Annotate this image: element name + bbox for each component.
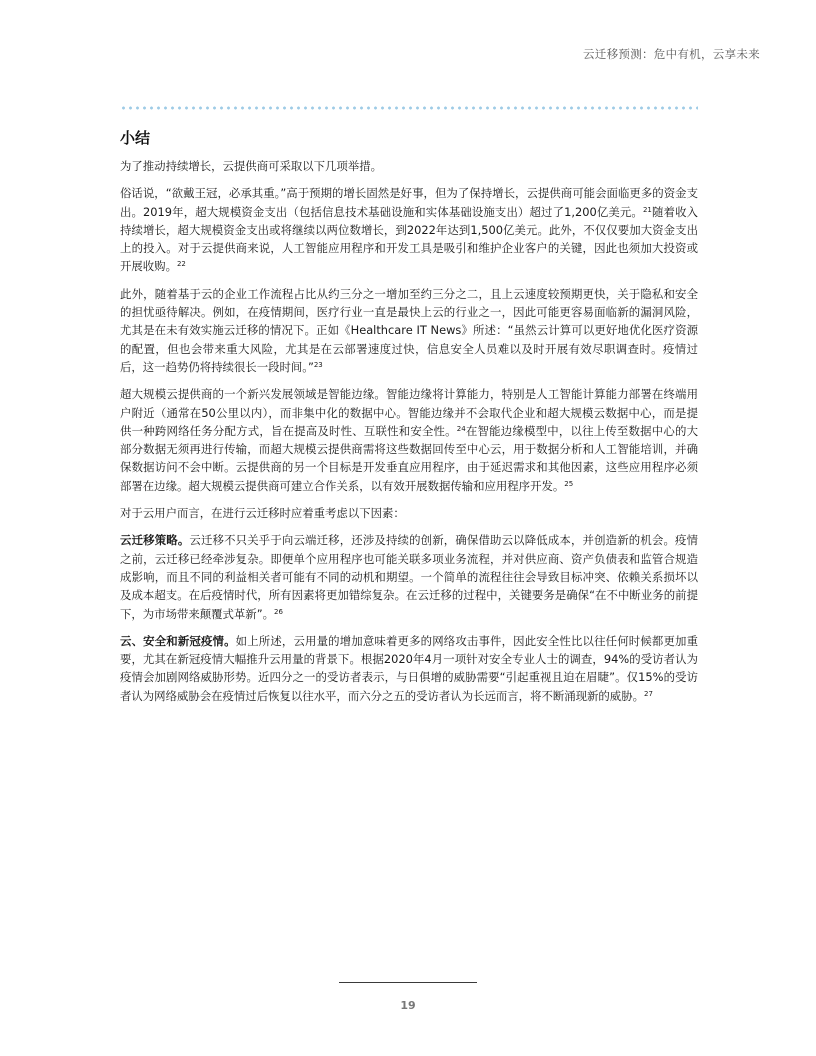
footnote-ref[interactable]: 22 bbox=[176, 260, 186, 269]
paragraph-text: 超大规模云提供商的一个新兴发展领域是智能边缘。智能边缘将计算能力，特别是人工智能计算能力部署在终端用户附近（通常在50公里以内），而非集中化的数据中心。智能边缘并不会取代企业和超大规模云数据中心，而是提供一种跨网络任务分配方式，旨在提高及时性、互联性和安全性。 bbox=[120, 387, 698, 438]
paragraph-lead: 云迁移策略。 bbox=[120, 533, 190, 548]
paragraph-edge bbox=[120, 385, 698, 495]
running-header: 云迁移预测：危中有机，云享未来 bbox=[583, 47, 760, 61]
footnote-ref[interactable]: 26 bbox=[273, 607, 283, 616]
footnote-ref[interactable]: 23 bbox=[313, 360, 323, 369]
page-number: 19 bbox=[400, 999, 416, 1012]
paragraph-text: 云迁移不只关乎于向云端迁移，还涉及持续的创新，确保借助云以降低成本，并创造新的机会。疫情之前，云迁移已经牵涉复杂。即便单个应用程序也可能关联多项业务流程，并对供应商、资产负债表和监管合规造成影响，而且不同的利益相关者可能有不同的动机和期望。一个简单的流程往往会导致目标冲突、依赖关系损坏以及成本超支。在后疫情时代，所有因素将更加错综复杂。在云迁移的过程中，关键要务是确保“在不中断业务的前提下，为市场带来颠覆式革新”。 bbox=[120, 533, 698, 621]
section-title: 小结 bbox=[120, 129, 151, 147]
paragraph-text: 为了推动持续增长，云提供商可采取以下几项举措。 bbox=[120, 159, 382, 173]
paragraph-text: 此外，随着基于云的企业工作流程占比从约三分之一增加至约三分之二，且上云速度较预期更快，关于隐私和安全的担忧亟待解决。例如，在疫情期间，医疗行业一直是最快上云的行业之一，因此可能更容易面临新的漏洞风险，尤其是在未有效实施云迁移的情况下。正如《Healthcare IT News》所述：“虽然云计算可以更好地优化医疗资源的配置，但也会带来重大风险，尤其是在云部署速度过快，信息安全人员难以及时开展有效尽职调查时。疫情过后，这一趋势仍将持续很长一段时间。” bbox=[120, 286, 698, 374]
footer-divider bbox=[339, 982, 477, 983]
footnote-ref[interactable]: 24 bbox=[456, 424, 466, 433]
footnote-ref[interactable]: 21 bbox=[642, 205, 652, 214]
paragraph-intro bbox=[120, 157, 698, 175]
paragraph-lead: 云、安全和新冠疫情。 bbox=[120, 633, 236, 648]
paragraph-text: 如上所述，云用量的增加意味着更多的网络攻击事件，因此安全性比以往任何时候都更加重要，尤其在新冠疫情大幅推升云用量的背景下。根据2020年4月一项针对安全专业人士的调查，94%的受访者认为疫情会加剧网络威胁形势。近四分之一的受访者表示，与日俱增的威胁需要“引起重视且迫在眉睫”。仅15%的受访者认为网络威胁会在疫情过后恢复以往水平，而六分之五的受访者认为长远而言，将不断涌现新的威胁。 bbox=[120, 633, 698, 703]
dotted-divider bbox=[120, 106, 698, 110]
main-content bbox=[120, 128, 698, 714]
paragraph-text: 随着收入持续增长，超大规模资金支出或将继续以两位数增长，到2022年达到1,500亿美元。此外，不仅仅要加大资金支出上的投入。对于云提供商来说，人工智能应用程序和开发工具是吸引和维护企业客户的关键，因此也须加大投资或开展收购。 bbox=[120, 204, 698, 274]
paragraph-text: 对于云用户而言，在进行云迁移时应着重考虑以下因素： bbox=[120, 506, 405, 521]
footnote-ref[interactable]: 27 bbox=[643, 689, 653, 698]
paragraph-text: 在智能边缘模型中，以往上传至数据中心的大部分数据无须再进行传输，而超大规模云提供商需将这些数据回传至中心云，用于数据分析和人工智能培训，并确保数据访问不会中断。云提供商的另一个目标是开发垂直应用程序，由于延迟需求和其他因素，这些应用程序必须部署在边缘。超大规模云提供商可建立合作关系，以有效开展数据传输和应用程序开发。 bbox=[120, 423, 698, 493]
paragraph-users bbox=[120, 504, 698, 522]
paragraph-privacy bbox=[120, 285, 698, 376]
footnote-ref[interactable]: 25 bbox=[564, 479, 574, 488]
paragraph-capex bbox=[120, 184, 698, 275]
paragraph-strategy bbox=[120, 531, 698, 622]
paragraph-text: 俗话说，“欲戴王冠，必承其重。”高于预期的增长固然是好事，但为了保持增长，云提供商可能会面临更多的资金支出。2019年，超大规模资金支出（包括信息技术基础设施和实体基础设施支出）超过了1,200亿美元。 bbox=[120, 186, 698, 219]
paragraph-security bbox=[120, 632, 698, 705]
